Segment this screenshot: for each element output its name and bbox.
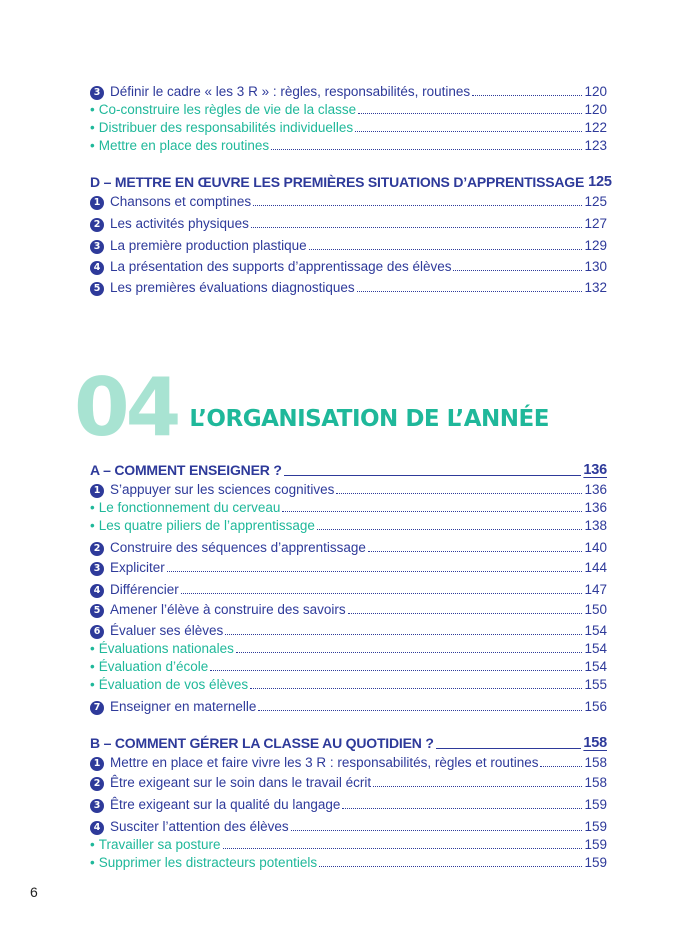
chapter-header [74,361,549,454]
dot-leader [271,149,582,150]
chapter-number: 04 [74,361,178,454]
toc-entry[interactable] [90,255,607,275]
entry-lead [90,540,366,556]
toc-entry[interactable] [90,771,607,791]
number-badge: 3 [90,799,104,813]
dot-leader [472,95,582,96]
number-badge: 2 [90,218,104,232]
toc-entry[interactable] [90,637,607,657]
entry-page: 150 [584,602,607,617]
entry-text: Différencier [110,582,179,597]
entry-lead [90,518,315,534]
entry-text: Les quatre piliers de l’apprentissage [98,518,315,533]
entry-page: 159 [584,855,607,870]
dot-leader [258,710,582,711]
page-number: 6 [30,884,38,900]
entry-text: Mettre en place et faire vivre les 3 R : responsabilités, règles et routines [110,755,539,770]
toc-entry[interactable] [90,496,607,516]
dot-leader [355,131,582,132]
toc-entry[interactable] [90,478,607,498]
entry-page: 158 [584,775,607,790]
entry-page: 125 [584,194,607,209]
entry-page: 144 [584,560,607,575]
number-badge: 1 [90,757,104,771]
number-badge: 3 [90,86,104,100]
section-d-title: D – METTRE EN ŒUVRE LES PREMIÈRES SITUATIONS D’APPRENTISSAGE [90,174,585,190]
bullet-icon: • [90,641,95,656]
entry-text: Travailler sa posture [98,837,221,852]
section-d-heading[interactable] [90,168,612,190]
number-badge: 5 [90,604,104,618]
dot-leader [284,475,582,476]
bullet-icon: • [90,659,95,674]
bullet-icon: • [90,500,95,515]
entry-text: Être exigeant sur le soin dans le travail écrit [110,775,372,790]
toc-entry[interactable] [90,190,607,210]
entry-text: Évaluation d’école [98,659,209,674]
entry-text: La première production plastique [110,238,307,253]
entry-page: 154 [584,641,607,656]
section-a-heading[interactable] [90,456,607,478]
section-a-title: A – COMMENT ENSEIGNER ? [90,462,282,478]
bullet-icon: • [90,837,95,852]
entry-page: 158 [584,755,607,770]
entry-text: Évaluations nationales [98,641,234,656]
entry-text: Chansons et comptines [110,194,252,209]
entry-page: 156 [584,699,607,714]
toc-entry[interactable] [90,598,607,618]
entry-page: 159 [584,797,607,812]
dot-leader [348,613,583,614]
entry-page: 140 [584,540,607,555]
dot-leader [210,670,582,671]
dot-leader [317,529,583,530]
entry-text: Expliciter [110,560,165,575]
toc-entry[interactable] [90,851,607,871]
dot-leader [319,866,582,867]
entry-lead [90,602,346,618]
entry-page: 155 [584,677,607,692]
entry-lead [90,194,251,210]
entry-text: Les premières évaluations diagnostiques [110,280,355,295]
toc-entry[interactable] [90,578,607,598]
number-badge: 4 [90,584,104,598]
number-badge: 7 [90,701,104,715]
number-badge: 5 [90,282,104,296]
dot-leader [181,593,583,594]
entry-lead [90,216,249,232]
number-badge: 2 [90,542,104,556]
toc-entry[interactable] [90,80,607,100]
section-b-page: 158 [583,735,607,751]
entry-text: Le fonctionnement du cerveau [98,500,281,515]
toc-entry[interactable] [90,212,607,232]
toc-entry[interactable] [90,793,607,813]
toc-entry[interactable] [90,556,607,576]
dot-leader [250,688,582,689]
number-badge: 3 [90,562,104,576]
chapter-title: L’ORGANISATION DE L’ANNÉE [189,406,549,432]
section-d-page: 125 [588,174,612,190]
entry-text: Les activités physiques [110,216,249,231]
entry-text: Distribuer des responsabilités individuelles [98,120,354,135]
entry-page: 154 [584,623,607,638]
entry-lead [90,560,165,576]
dot-leader [336,493,582,494]
toc-entry[interactable] [90,134,607,154]
dot-leader [291,830,583,831]
number-badge: 3 [90,240,104,254]
entry-text: Supprimer les distracteurs potentiels [98,855,318,870]
dot-leader [236,652,583,653]
entry-page: 136 [584,482,607,497]
dot-leader [253,205,582,206]
bullet-icon: • [90,120,95,135]
dot-leader [223,848,583,849]
dot-leader [342,808,582,809]
entry-text: Évaluation de vos élèves [98,677,249,692]
number-badge: 4 [90,821,104,835]
entry-page: 154 [584,659,607,674]
entry-text: Évaluer ses élèves [110,623,224,638]
entry-text: Amener l’élève à construire des savoirs [110,602,346,617]
number-badge: 6 [90,625,104,639]
toc-entry[interactable] [90,695,607,715]
dot-leader [540,766,582,767]
entry-page: 123 [584,138,607,153]
toc-entry[interactable] [90,234,607,254]
entry-page: 130 [584,259,607,274]
entry-text: La présentation des supports d’apprentissage des élèves [110,259,452,274]
dot-leader [309,249,583,250]
bullet-icon: • [90,102,95,117]
section-a-page: 136 [583,462,607,478]
entry-lead [90,582,179,598]
entry-lead [90,677,248,693]
entry-text: Mettre en place des routines [98,138,270,153]
entry-lead [90,755,538,771]
entry-lead [90,138,269,154]
entry-page: 147 [584,582,607,597]
entry-page: 159 [584,819,607,834]
entry-text: Construire des séquences d’apprentissage [110,540,366,555]
entry-page: 159 [584,837,607,852]
entry-lead [90,699,256,715]
dot-leader [167,571,583,572]
dot-leader [436,748,582,749]
entry-lead [90,280,355,296]
entry-lead [90,259,451,275]
dot-leader [358,113,582,114]
entry-text: Co-construire les règles de vie de la classe [98,102,357,117]
entry-lead [90,855,317,871]
number-badge: 4 [90,261,104,275]
entry-page: 136 [584,500,607,515]
entry-lead [90,775,371,791]
entry-text: Enseigner en maternelle [110,699,257,714]
bullet-icon: • [90,518,95,533]
entry-lead [90,797,340,813]
toc-entry[interactable] [90,673,607,693]
toc-entry[interactable] [90,815,607,835]
bullet-icon: • [90,855,95,870]
entry-page: 120 [584,102,607,117]
toc-entry[interactable] [90,833,607,853]
toc-entry[interactable] [90,98,607,118]
entry-page: 138 [584,518,607,533]
toc-entry[interactable] [90,514,607,534]
number-badge: 1 [90,196,104,210]
number-badge: 1 [90,484,104,498]
section-b-title: B – COMMENT GÉRER LA CLASSE AU QUOTIDIEN ? [90,735,434,751]
entry-text: S’appuyer sur les sciences cognitives [110,482,335,497]
toc-entry[interactable] [90,751,607,771]
entry-page: 132 [584,280,607,295]
dot-leader [282,511,582,512]
entry-text: Définir le cadre « les 3 R » : règles, responsabilités, routines [110,84,471,99]
entry-text: Être exigeant sur la qualité du langage [110,797,341,812]
toc-entry[interactable] [90,276,607,296]
toc-entry[interactable] [90,536,607,556]
entry-page: 129 [584,238,607,253]
entry-text: Susciter l’attention des élèves [110,819,289,834]
dot-leader [373,786,582,787]
dot-leader [357,291,583,292]
section-b-heading[interactable] [90,729,607,751]
dot-leader [251,227,583,228]
entry-page: 120 [584,84,607,99]
dot-leader [225,634,582,635]
entry-page: 127 [584,216,607,231]
bullet-icon: • [90,677,95,692]
toc-entry[interactable] [90,655,607,675]
toc-entry[interactable] [90,619,607,639]
entry-lead [90,238,307,254]
number-badge: 2 [90,777,104,791]
entry-page: 122 [584,120,607,135]
dot-leader [453,270,582,271]
toc-entry[interactable] [90,116,607,136]
dot-leader [368,551,583,552]
bullet-icon: • [90,138,95,153]
